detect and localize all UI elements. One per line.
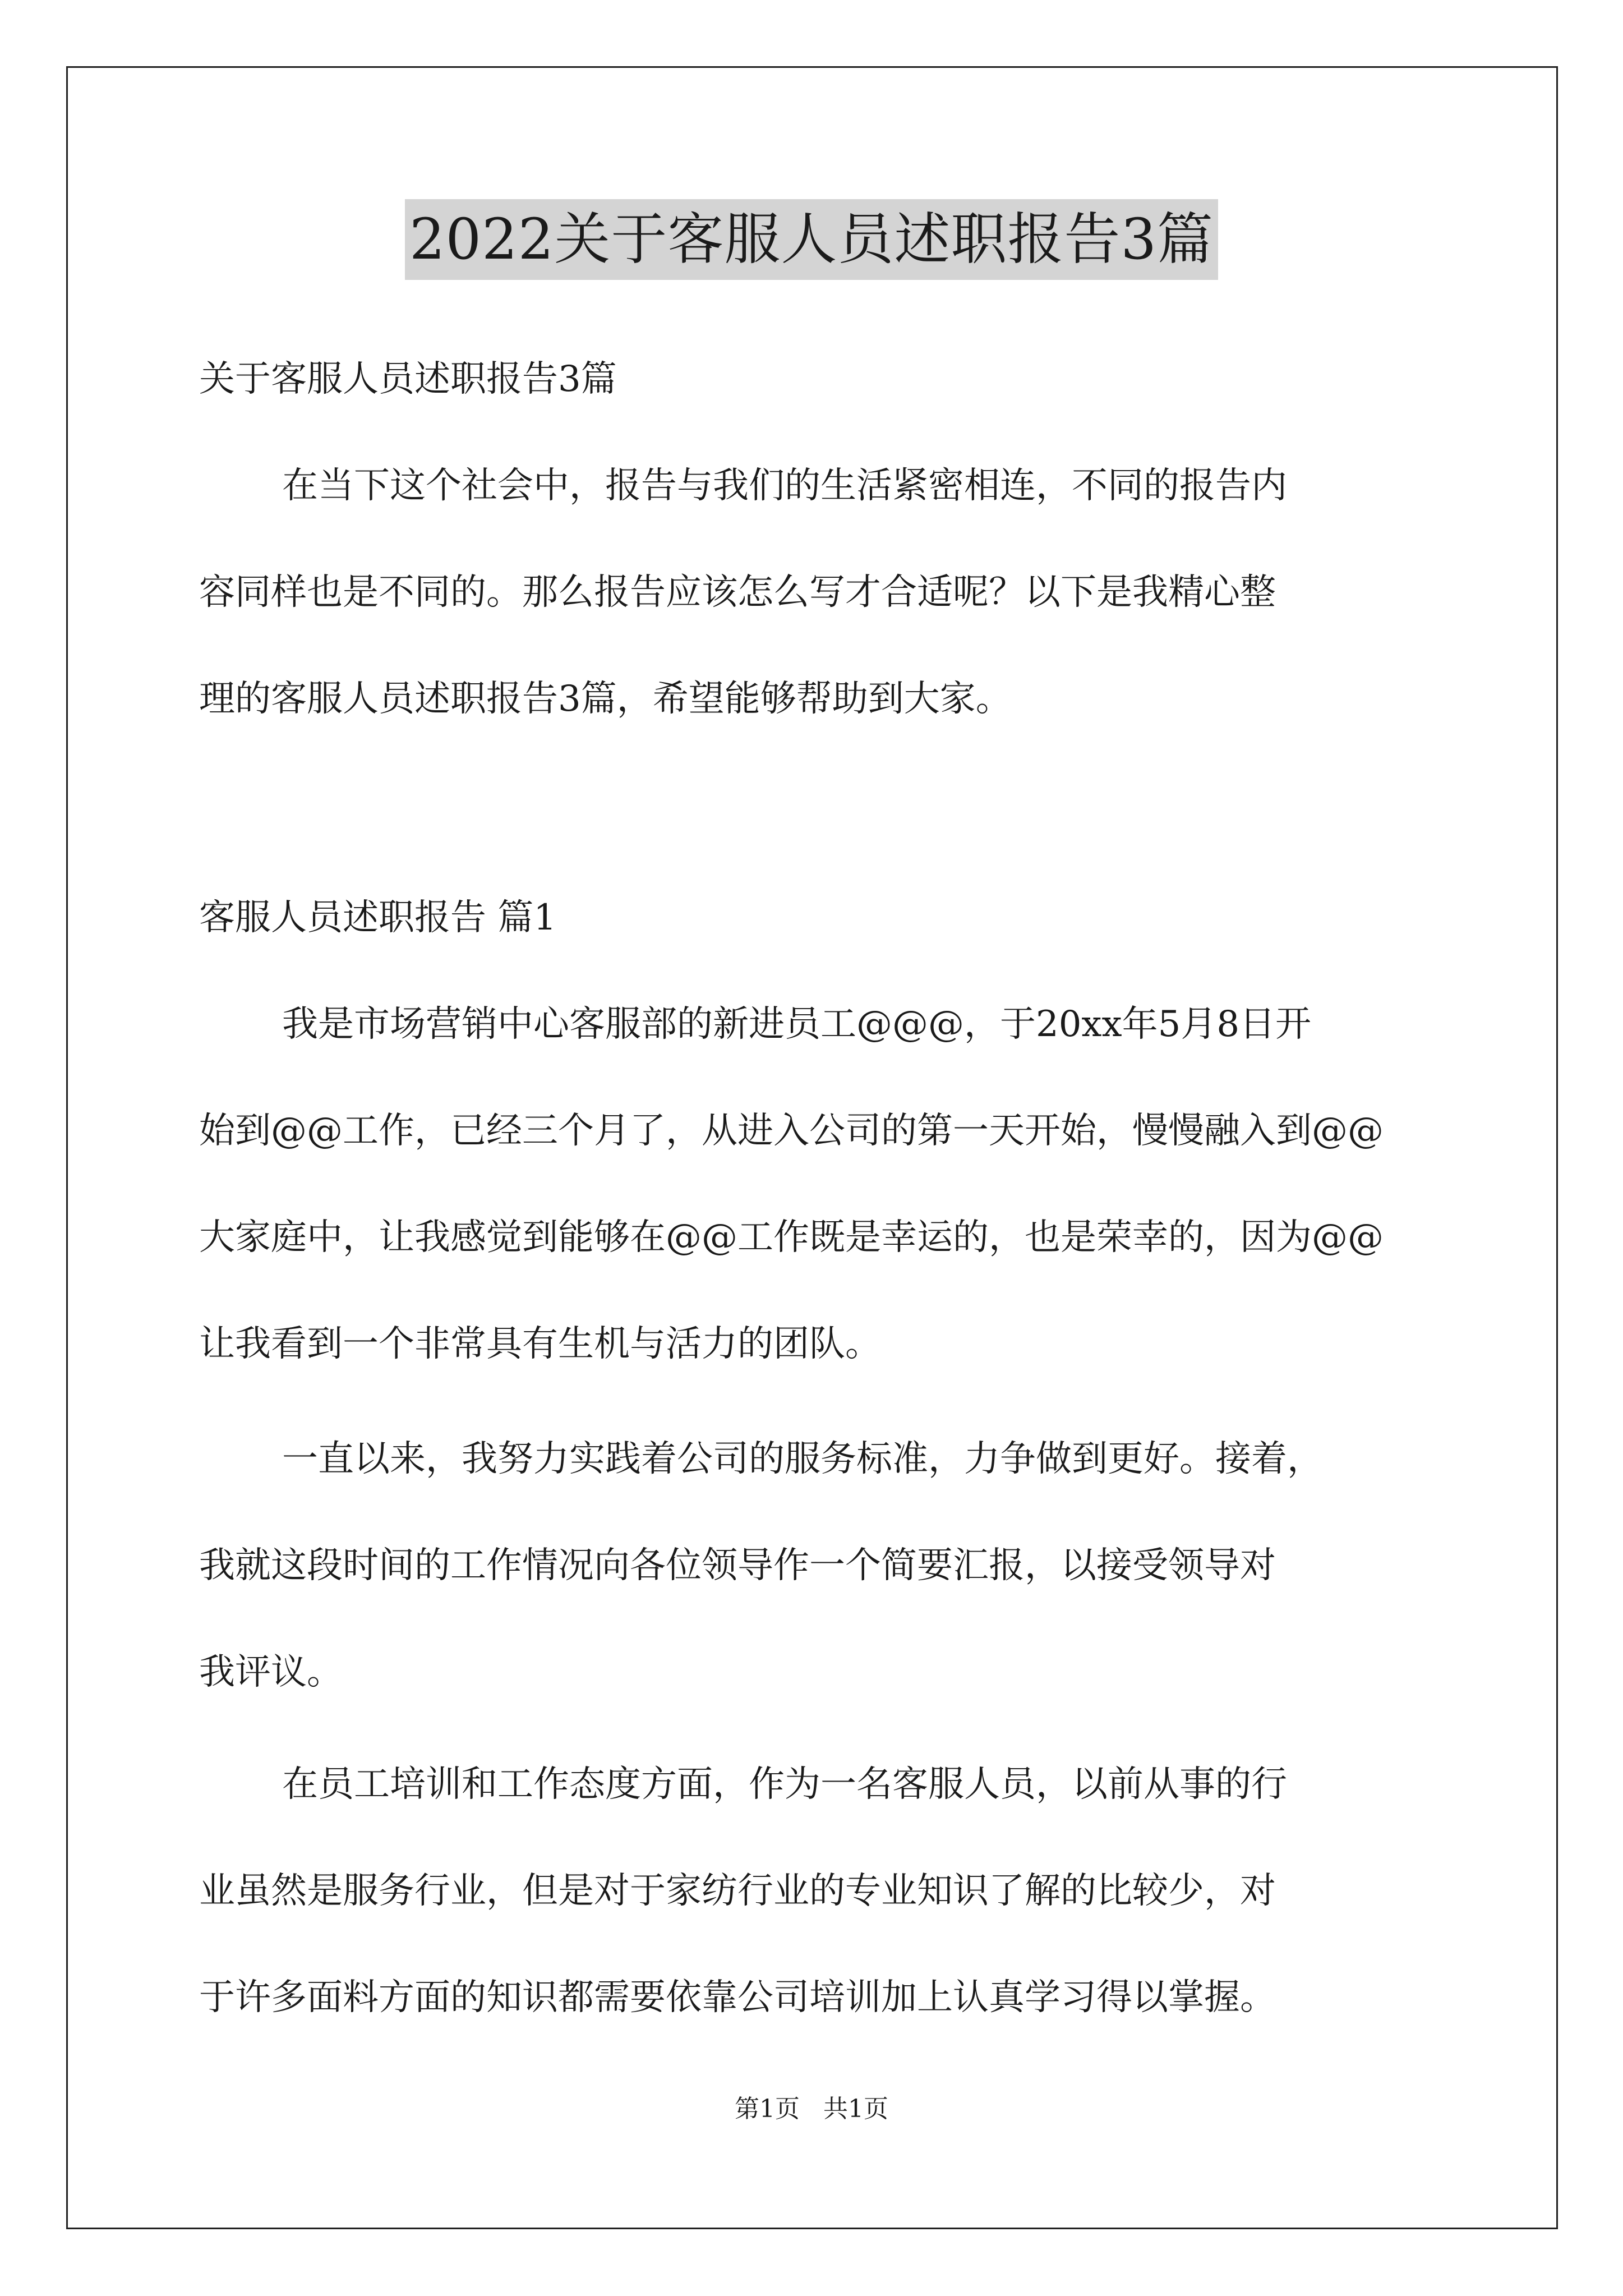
paragraph1-line-4: 让我看到一个非常具有生机与活力的团队。 [199, 1323, 881, 1365]
page-footer [0, 2092, 1623, 2126]
title-container [0, 199, 1623, 280]
page-number: 第1页 [735, 2095, 800, 2123]
paragraph3-line-1: 在员工培训和工作态度方面，作为一名客服人员，以前从事的行 [282, 1764, 1287, 1805]
intro-line-2: 容同样也是不同的。那么报告应该怎么写才合适呢？以下是我精心整 [199, 572, 1276, 613]
page-total: 共1页 [823, 2095, 888, 2123]
document-title: 2022关于客服人员述职报告3篇 [405, 199, 1218, 280]
subtitle: 关于客服人员述职报告3篇 [199, 358, 617, 400]
paragraph1-line-2: 始到@@工作，已经三个月了，从进入公司的第一天开始，慢慢融入到@@ [199, 1110, 1384, 1152]
intro-line-1: 在当下这个社会中，报告与我们的生活紧密相连，不同的报告内 [282, 465, 1287, 507]
paragraph2-line-2: 我就这段时间的工作情况向各位领导作一个简要汇报，以接受领导对 [199, 1545, 1276, 1586]
intro-line-3: 理的客服人员述职报告3篇，希望能够帮助到大家。 [199, 678, 1012, 720]
paragraph2-line-1: 一直以来，我努力实践着公司的服务标准，力争做到更好。接着， [282, 1438, 1323, 1480]
paragraph1-line-1: 我是市场营销中心客服部的新进员工@@@，于20xx年5月8日开 [282, 1004, 1312, 1045]
paragraph2-line-3: 我评议。 [199, 1651, 343, 1693]
paragraph3-line-2: 业虽然是服务行业，但是对于家纺行业的专业知识了解的比较少，对 [199, 1870, 1276, 1912]
paragraph1-line-3: 大家庭中，让我感觉到能够在@@工作既是幸运的，也是荣幸的，因为@@ [199, 1217, 1384, 1258]
section-heading: 客服人员述职报告 篇1 [199, 897, 557, 938]
paragraph3-line-3: 于许多面料方面的知识都需要依靠公司培训加上认真学习得以掌握。 [199, 1977, 1276, 2018]
